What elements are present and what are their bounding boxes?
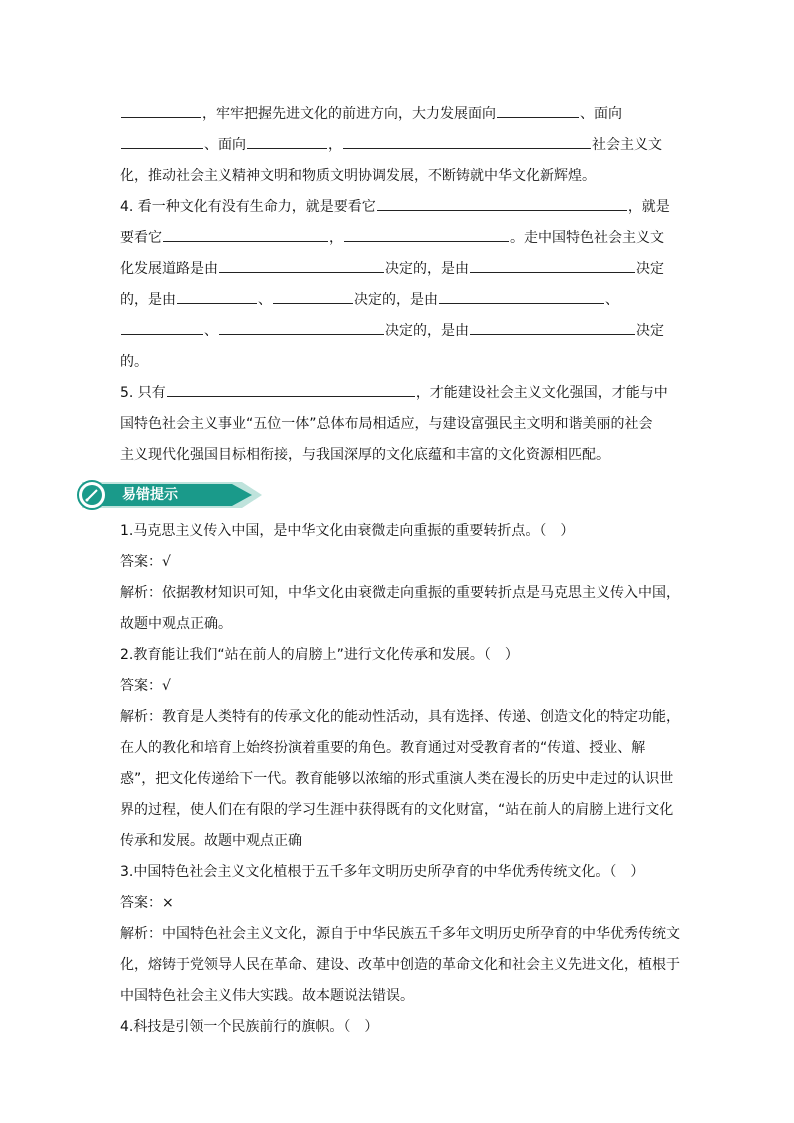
text: 决定的，是由 — [385, 323, 469, 339]
text: ， — [329, 230, 343, 246]
answer: 答案：× — [120, 895, 174, 911]
text: 4. 看一种文化有没有生命力，就是要看它 — [120, 199, 376, 215]
document-page — [120, 100, 680, 1043]
q5-line-1 — [120, 379, 680, 410]
text: 决定 — [636, 261, 664, 277]
text: 、面向 — [204, 137, 246, 153]
text: 国特色社会主义事业“五位一体”总体布局相适应，与建设富强民主文明和谐美丽的社会 — [120, 416, 653, 432]
text: 决定的，是由 — [385, 261, 469, 277]
text: 主义现代化强国目标相衔接，与我国深厚的文化底蕴和丰富的文化资源相匹配。 — [120, 447, 610, 463]
text: 要看它 — [120, 230, 162, 246]
answer-blank[interactable] — [163, 225, 328, 242]
text: 、 — [605, 292, 619, 308]
text: 化，推动社会主义精神文明和物质文明协调发展，不断铸就中华文化新辉煌。 — [120, 168, 596, 184]
q5-line-2 — [120, 410, 680, 441]
q4-line-1 — [120, 193, 680, 224]
answer-blank[interactable] — [343, 132, 591, 149]
answer-blank[interactable] — [247, 132, 327, 149]
q4-line-4 — [120, 286, 680, 317]
item-2 — [120, 640, 680, 857]
text: ，就是 — [627, 199, 670, 215]
q4-line-6 — [120, 348, 680, 379]
item-1 — [120, 516, 680, 640]
section-banner — [72, 478, 680, 512]
answer: 答案：√ — [120, 678, 171, 694]
q5-line-3 — [120, 441, 680, 472]
text: 、 — [258, 292, 272, 308]
answer-blank[interactable] — [470, 318, 635, 335]
text: 、 — [204, 323, 218, 339]
question: 3.中国特色社会主义文化植根于五千多年文明历史所孕育的中华优秀传统文化。（ ） — [120, 864, 645, 880]
q4-line-5 — [120, 317, 680, 348]
text: 。走中国特色社会主义文 — [510, 230, 664, 246]
text: 的。 — [120, 354, 148, 370]
text: ，才能建设社会主义文化强国，才能与中 — [415, 385, 668, 401]
question: 4.科技是引领一个民族前行的旗帜。（ ） — [120, 1019, 379, 1035]
fill-line-2 — [120, 131, 680, 162]
answer-blank[interactable] — [470, 256, 635, 273]
analysis: 解析：教育是人类特有的传承文化的能动性活动，具有选择、传递、创造文化的特定功能，在人的教化和培育上始终扮演着重要的角色。教育通过对受教育者的“传道、授业、解惑”，把文化传递给下一代。教育能够以浓缩的形式重演人类在漫长的历史中走过的认识世界的过程，使人们在有限的学习生涯中获得既有的文化财富，“站在前人的肩膀上进行文化传承和发展。故题中观点正确 — [120, 709, 680, 849]
text: 5. 只有 — [120, 385, 166, 401]
answer-blank[interactable] — [497, 101, 579, 118]
analysis: 解析：中国特色社会主义文化，源自于中华民族五千多年文明历史所孕育的中华优秀传统文化，熔铸于党领导人民在革命、建设、改革中创造的革命文化和社会主义先进文化，植根于中国特色社会主义伟大实践。故本题说法错误。 — [120, 926, 680, 1004]
q4-line-2 — [120, 224, 680, 255]
question: 1.马克思主义传入中国，是中华文化由衰微走向重振的重要转折点。（ ） — [120, 523, 575, 539]
fill-line-3 — [120, 162, 680, 193]
fill-line-1 — [120, 100, 680, 131]
answer-blank[interactable] — [219, 318, 384, 335]
text: 的，是由 — [120, 292, 176, 308]
answer-blank[interactable] — [439, 287, 604, 304]
item-4 — [120, 1012, 680, 1043]
question: 2.教育能让我们“站在前人的肩膀上”进行文化传承和发展。（ ） — [120, 647, 519, 663]
answer-blank[interactable] — [121, 101, 201, 118]
text: ，牢牢把握先进文化的前进方向，大力发展面向 — [202, 106, 496, 122]
answer-blank[interactable] — [121, 132, 203, 149]
answer-blank[interactable] — [273, 287, 353, 304]
answer-blank[interactable] — [377, 194, 627, 211]
text: 社会主义文 — [592, 137, 662, 153]
answer-blank[interactable] — [177, 287, 257, 304]
text: 、面向 — [580, 106, 622, 122]
banner-title: 易错提示 — [122, 487, 178, 503]
text: 决定 — [636, 323, 664, 339]
answer-blank[interactable] — [121, 318, 203, 335]
answer-blank[interactable] — [167, 380, 415, 397]
text: ， — [328, 137, 342, 153]
analysis: 解析：依据教材知识可知，中华文化由衰微走向重振的重要转折点是马克思主义传入中国，故题中观点正确。 — [120, 585, 680, 632]
text: 决定的，是由 — [354, 292, 438, 308]
answer: 答案：√ — [120, 554, 171, 570]
item-3 — [120, 857, 680, 1012]
text: 化发展道路是由 — [120, 261, 218, 277]
q4-line-3 — [120, 255, 680, 286]
answer-blank[interactable] — [344, 225, 509, 242]
answer-blank[interactable] — [219, 256, 384, 273]
